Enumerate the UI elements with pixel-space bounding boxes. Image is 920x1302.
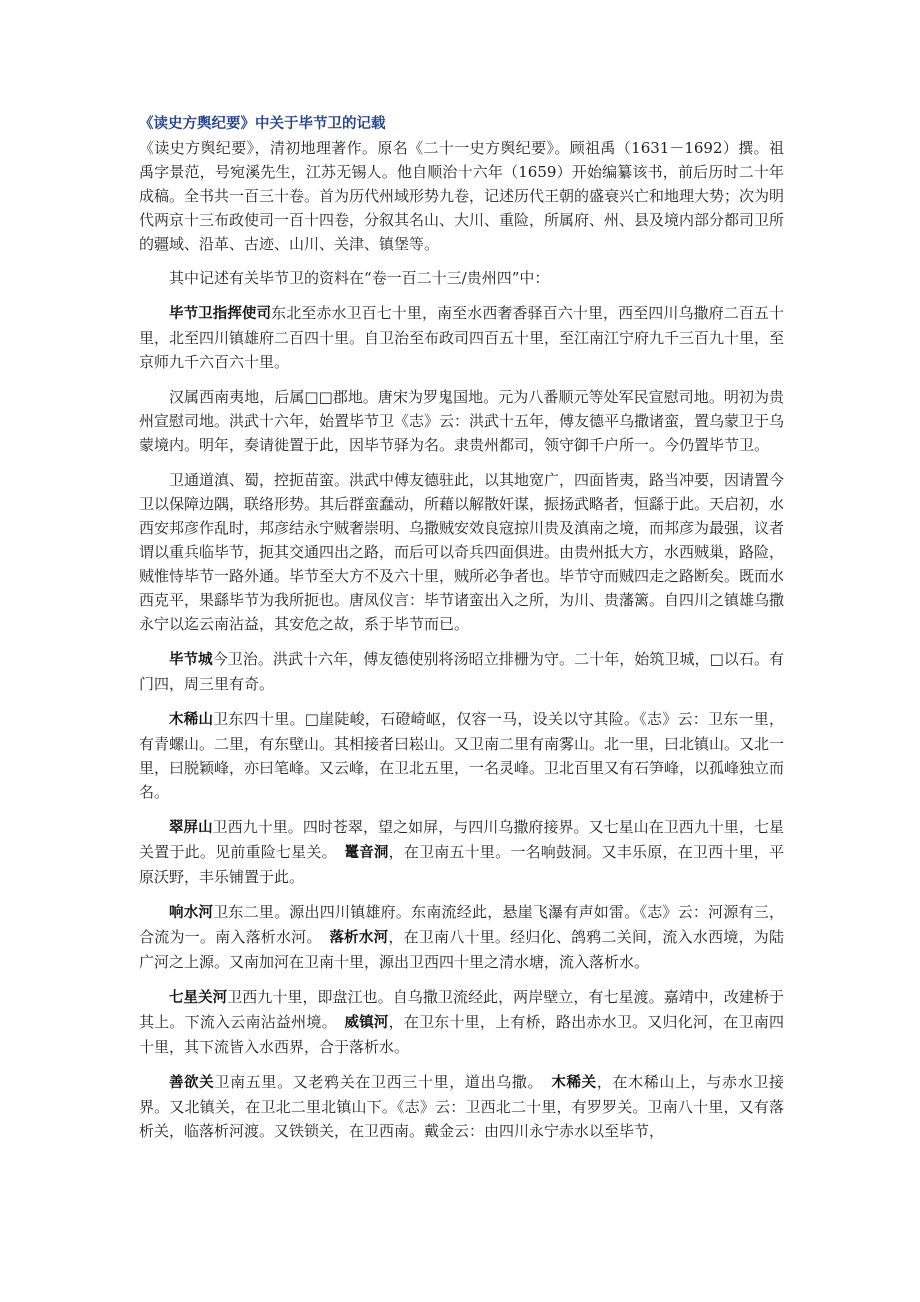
document-title: 《读史方舆纪要》中关于毕节卫的记载 [139,116,386,132]
bold-term: 响水河 [169,905,214,921]
text-segment: 东北至赤水卫百七十里，南至水西奢香驿百六十里，西至四川乌撒府二百五十里，北至四川镇雄府二百四十里。自卫治至布政司四百五十里，至江南江宁府九千三百九十里，至京师九千六百六十里。 [139,304,785,371]
paragraph-9 [139,900,784,974]
text-segment: 汉属西南夷地，后属□□郡地。唐宋为罗鬼国地。元为八番顺元等处军民宣慰司地。明初为贵州宣慰司地。洪武十六年，始置毕节卫《志》云：洪武十五年，傅友德平乌撒诸蛮，置乌蒙卫于乌蒙境内。明年，奏请徙置于此，因毕节驿为名。隶贵州都司，领守御千户所一。今仍置毕节卫。 [139,388,785,454]
bold-term: 毕节卫指挥使司 [169,306,272,322]
text-segment: ，在木稀山上，与赤水卫接界。又北镇关，在卫北二里北镇山下。《志》云：卫西北二十里，有罗罗关。卫南八十里，又有落析关，临落析河渡。又铁锁关，在卫西南。戴金云：由四川永宁赤水以至毕节， [139,1073,784,1140]
text-segment: 卫西九十里。四时苍翠，望之如屏，与四川乌撒府接界。又七星山在卫西九十里，七星关置于此。见前重险七星关。 [139,818,785,861]
text-segment: 卫西九十里，即盘江也。自乌撒卫流经此，两岸壁立，有七星渡。嘉靖中，改建桥于其上。下流入云南沾益州境。 [139,988,784,1031]
bold-term: 木稀关 [551,1075,597,1091]
paragraph-10 [139,985,784,1059]
text-segment: 卫通道滇、蜀，控扼苗蛮。洪武中傅友德驻此，以其地宽广，四面皆夷，路当冲要，因请置今卫以保障边隅，联络形势。其后群蛮蠢动，所藉以解散奸谋，振扬武略者，恒繇于此。天启初，水西安邦彦作乱时，邦彦结永宁贼奢崇明、乌撒贼安效良寇掠川贵及滇南之境，而邦彦为最强，议者谓以重兵临毕节，扼其交通四出之路，而后可以奇兵四面俱进。由贵州抵大方，水西贼巢，路险，贼惟恃毕节一路外通。毕节至大方不及六十里，贼所必争者也。毕节守而贼四走之路断矣。既而水西克平，果繇毕节为我所扼也。唐凤仪言：毕节诸蛮出入之所，为川、贵藩篱。自四川之镇雄乌撒永宁以迄云南沾益，其安危之故，系于毕节而已。 [139,471,785,633]
bold-term: 善欲关 [169,1075,215,1091]
text-segment: ，在卫南八十里。经归化、鸽鸦二关间，流入水西境，为陆广河之上源。又南加河在卫南十里，源出卫西四十里之清水塘，流入落析水。 [139,928,784,971]
bold-term: 鼍音洞 [344,845,389,861]
paragraph-7 [139,707,784,804]
document-page [139,112,784,1154]
text-segment: ，在卫东十里，上有桥，路出赤水卫。又归化河，在卫南四十里，其下流皆入水西界，合于落析水。 [139,1013,784,1056]
paragraph-5 [139,468,784,636]
text-segment: 卫东二里。源出四川镇雄府。东南流经此，悬崖飞瀑有声如雷。《志》云：河源有三，合流为一。南入落析水河。 [139,903,785,946]
paragraph-11 [139,1070,784,1143]
bold-term: 翠屏山 [169,820,213,836]
text-segment: 卫东四十里。□崖陡峻，石磴崎岖，仅容一马，设关以守其险。《志》云：卫东一里，有青螺山。二里，有东壁山。其相接者曰崧山。又卫南二里有南雾山。北一里，曰北镇山。又北一里，曰脱颖峰，亦曰笔峰。又云峰，在卫北五里，一名灵峰。卫北百里又有石笋峰，以孤峰独立而名。 [139,710,785,801]
text-segment: ，在卫南五十里。一名响鼓洞。又丰乐原，在卫西十里，平原沃野，丰乐铺置于此。 [139,843,784,886]
text-segment: 卫南五里。又老鸦关在卫西三十里，道出乌撒。 [214,1073,552,1091]
bold-term: 木稀山 [169,712,214,728]
document-body [139,136,784,1143]
text-segment: 《读史方舆纪要》，清初地理著作。原名《二十一史方舆纪要》。顾祖禹（1631－1692）撰。祖禹字景范，号宛溪先生，江苏无锡人。他自顺治十六年（1659）开始编纂该书，前后历时二十年成稿。全书共一百三十卷。首为历代州域形势九卷，记述历代王朝的盛衰兴亡和地理大势；次为明代两京十三布政使司一百十四卷，分叙其名山、大川、重险，所属府、州、县及境内部分都司卫所的疆域、沿革、古迹、山川、关津、镇堡等。 [139,139,785,253]
bold-term: 毕节城 [169,652,213,668]
paragraph-2 [139,266,784,290]
paragraph-6 [139,647,784,696]
paragraph-4 [139,385,784,457]
bold-term: 七星关河 [169,990,228,1006]
paragraph-1 [139,136,784,256]
text-segment: 今卫治。洪武十六年，傅友德使别将汤昭立排栅为守。二十年，始筑卫城，□以石。有门四，周三里有奇。 [139,650,785,693]
text-segment: 其中记述有关毕节卫的资料在“卷一百二十三/贵州四”中： [169,269,550,287]
bold-term: 威镇河 [344,1015,389,1031]
paragraph-8 [139,815,784,889]
bold-term: 落析水河 [329,930,389,946]
paragraph-3 [139,301,784,374]
